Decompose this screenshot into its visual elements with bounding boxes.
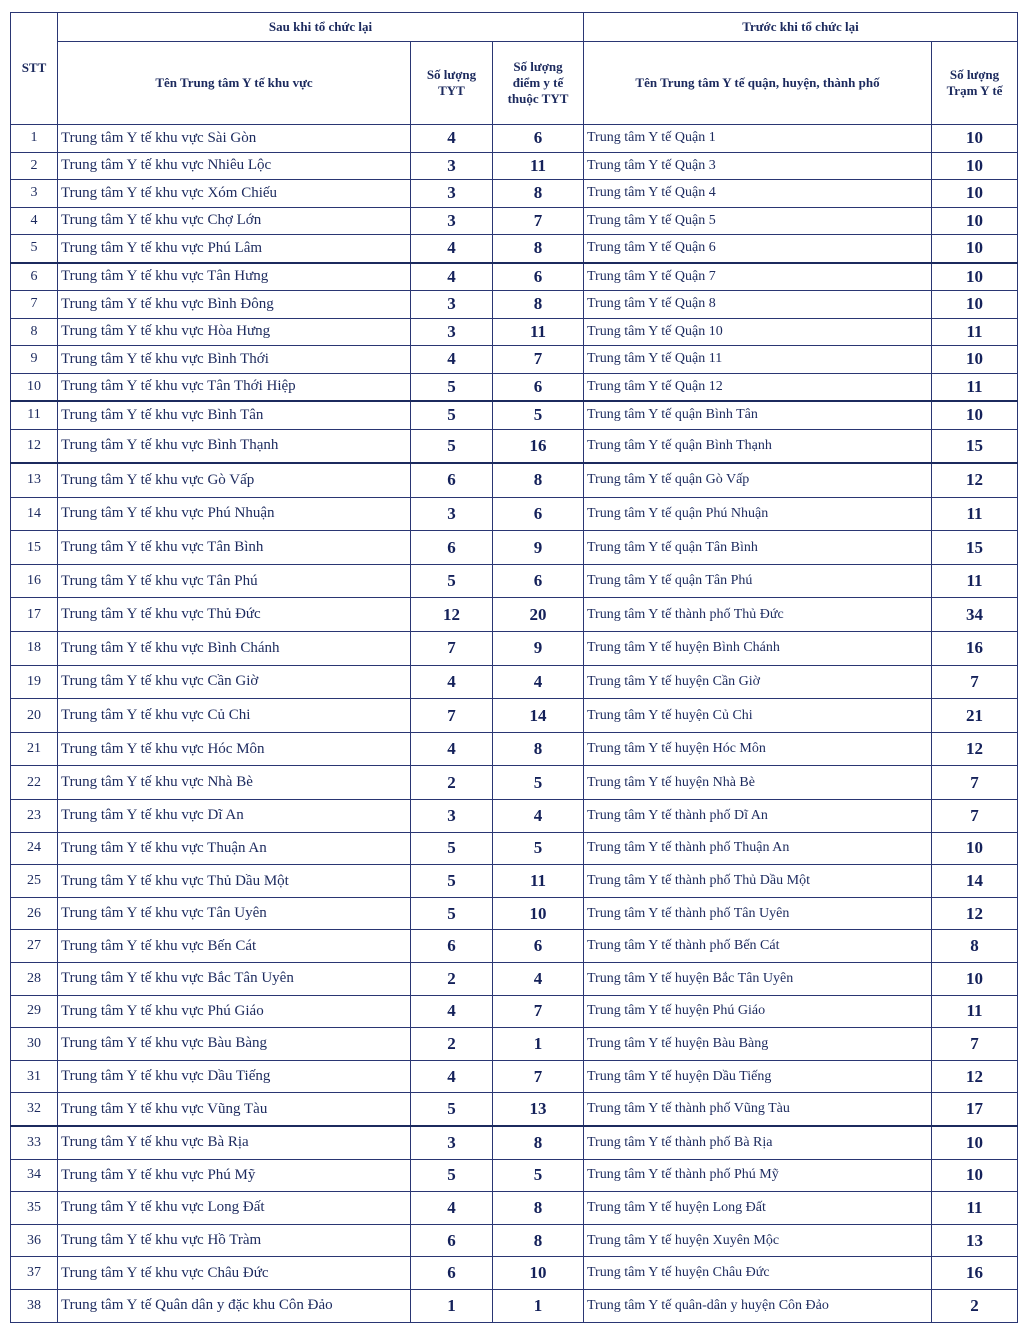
points-count-cell: 8	[493, 463, 584, 497]
before-name-cell: Trung tâm Y tế thành phố Bến Cát	[584, 930, 932, 963]
after-name-cell: Trung tâm Y tế khu vực Bình Đông	[58, 291, 411, 319]
table-row	[11, 564, 1018, 598]
before-count-cell: 16	[932, 632, 1018, 666]
stt-cell: 17	[11, 598, 58, 632]
before-name-cell: Trung tâm Y tế thành phố Tân Uyên	[584, 897, 932, 930]
before-name-cell: Trung tâm Y tế huyện Phú Giáo	[584, 995, 932, 1028]
table-row	[11, 318, 1018, 346]
before-count-cell: 17	[932, 1093, 1018, 1126]
tyt-count-cell: 6	[411, 1224, 493, 1257]
before-count-cell: 10	[932, 152, 1018, 180]
after-name-cell: Trung tâm Y tế khu vực Bình Thới	[58, 346, 411, 374]
points-count-cell: 11	[493, 318, 584, 346]
points-count-cell: 6	[493, 373, 584, 401]
tyt-count-cell: 4	[411, 1192, 493, 1225]
points-count-cell: 11	[493, 865, 584, 898]
before-name-cell: Trung tâm Y tế Quận 4	[584, 180, 932, 208]
stt-cell: 10	[11, 373, 58, 401]
table-row	[11, 832, 1018, 865]
stt-cell: 31	[11, 1060, 58, 1093]
after-name-cell: Trung tâm Y tế khu vực Xóm Chiếu	[58, 180, 411, 208]
tyt-count-cell: 4	[411, 995, 493, 1028]
points-count-cell: 16	[493, 429, 584, 463]
points-count-cell: 6	[493, 564, 584, 598]
before-name-cell: Trung tâm Y tế quận Tân Bình	[584, 531, 932, 565]
after-name-cell: Trung tâm Y tế khu vực Bắc Tân Uyên	[58, 963, 411, 996]
after-name-cell: Trung tâm Y tế khu vực Hòa Hưng	[58, 318, 411, 346]
table-row	[11, 632, 1018, 666]
stt-cell: 3	[11, 180, 58, 208]
stt-cell: 15	[11, 531, 58, 565]
before-count-cell: 10	[932, 180, 1018, 208]
before-name-cell: Trung tâm Y tế thành phố Thủ Dầu Một	[584, 865, 932, 898]
after-name-cell: Trung tâm Y tế khu vực Hồ Tràm	[58, 1224, 411, 1257]
before-count-cell: 14	[932, 865, 1018, 898]
before-name-cell: Trung tâm Y tế huyện Cần Giờ	[584, 665, 932, 699]
tyt-count-cell: 6	[411, 463, 493, 497]
tyt-count-cell: 4	[411, 1060, 493, 1093]
table-row	[11, 401, 1018, 429]
points-count-cell: 20	[493, 598, 584, 632]
points-count-cell: 1	[493, 1028, 584, 1061]
tyt-count-cell: 4	[411, 263, 493, 291]
after-name-cell: Trung tâm Y tế khu vực Thủ Dầu Một	[58, 865, 411, 898]
points-count-cell: 14	[493, 699, 584, 733]
tyt-count-cell: 5	[411, 401, 493, 429]
points-count-cell: 10	[493, 897, 584, 930]
points-count-cell: 7	[493, 995, 584, 1028]
tyt-count-cell: 3	[411, 800, 493, 833]
after-name-cell: Trung tâm Y tế khu vực Dĩ An	[58, 800, 411, 833]
before-name-cell: Trung tâm Y tế quân-dân y huyện Côn Đảo	[584, 1289, 932, 1322]
before-count-cell: 10	[932, 346, 1018, 374]
points-count-cell: 7	[493, 346, 584, 374]
table-row	[11, 963, 1018, 996]
table-row	[11, 766, 1018, 800]
stt-cell: 9	[11, 346, 58, 374]
before-name-cell: Trung tâm Y tế thành phố Phú Mỹ	[584, 1159, 932, 1192]
before-name-cell: Trung tâm Y tế thành phố Vũng Tàu	[584, 1093, 932, 1126]
tyt-count-cell: 3	[411, 291, 493, 319]
table-row	[11, 152, 1018, 180]
after-name-header: Tên Trung tâm Y tế khu vực	[58, 42, 411, 125]
after-name-cell: Trung tâm Y tế khu vực Phú Nhuận	[58, 497, 411, 531]
points-count-cell: 1	[493, 1289, 584, 1322]
table-row	[11, 865, 1018, 898]
points-count-cell: 9	[493, 531, 584, 565]
stt-cell: 24	[11, 832, 58, 865]
before-name-cell: Trung tâm Y tế Quận 3	[584, 152, 932, 180]
stt-cell: 28	[11, 963, 58, 996]
after-name-cell: Trung tâm Y tế khu vực Chợ Lớn	[58, 207, 411, 235]
before-name-cell: Trung tâm Y tế thành phố Thủ Đức	[584, 598, 932, 632]
before-name-cell: Trung tâm Y tế quận Bình Thạnh	[584, 429, 932, 463]
before-count-cell: 13	[932, 1224, 1018, 1257]
tyt-count-cell: 5	[411, 1093, 493, 1126]
table-row	[11, 291, 1018, 319]
before-name-cell: Trung tâm Y tế huyện Xuyên Mộc	[584, 1224, 932, 1257]
before-name-cell: Trung tâm Y tế huyện Châu Đức	[584, 1257, 932, 1290]
before-name-cell: Trung tâm Y tế Quận 12	[584, 373, 932, 401]
stt-cell: 30	[11, 1028, 58, 1061]
after-name-cell: Trung tâm Y tế khu vực Cần Giờ	[58, 665, 411, 699]
tyt-count-cell: 5	[411, 1159, 493, 1192]
points-count-cell: 4	[493, 800, 584, 833]
table-row	[11, 1028, 1018, 1061]
points-count-cell: 7	[493, 207, 584, 235]
after-name-cell: Trung tâm Y tế khu vực Dầu Tiếng	[58, 1060, 411, 1093]
table-row	[11, 930, 1018, 963]
stt-cell: 26	[11, 897, 58, 930]
stt-cell: 11	[11, 401, 58, 429]
after-name-cell: Trung tâm Y tế khu vực Phú Lâm	[58, 235, 411, 263]
before-count-cell: 11	[932, 564, 1018, 598]
before-count-cell: 7	[932, 665, 1018, 699]
header-row-group	[11, 13, 1018, 42]
tyt-count-cell: 4	[411, 125, 493, 153]
tyt-count-cell: 6	[411, 1257, 493, 1290]
before-count-cell: 10	[932, 1159, 1018, 1192]
stt-cell: 22	[11, 766, 58, 800]
before-name-cell: Trung tâm Y tế Quận 7	[584, 263, 932, 291]
before-count-cell: 11	[932, 1192, 1018, 1225]
health-center-table	[10, 12, 1018, 1323]
after-name-cell: Trung tâm Y tế khu vực Gò Vấp	[58, 463, 411, 497]
before-name-cell: Trung tâm Y tế huyện Dầu Tiếng	[584, 1060, 932, 1093]
points-count-cell: 5	[493, 401, 584, 429]
after-name-cell: Trung tâm Y tế khu vực Tân Bình	[58, 531, 411, 565]
tyt-count-cell: 1	[411, 1289, 493, 1322]
before-name-cell: Trung tâm Y tế huyện Long Đất	[584, 1192, 932, 1225]
tyt-count-cell: 3	[411, 1126, 493, 1159]
table-row	[11, 598, 1018, 632]
stt-cell: 2	[11, 152, 58, 180]
points-count-cell: 6	[493, 125, 584, 153]
stt-cell: 38	[11, 1289, 58, 1322]
points-count-cell: 4	[493, 963, 584, 996]
before-name-cell: Trung tâm Y tế thành phố Bà Rịa	[584, 1126, 932, 1159]
points-count-cell: 4	[493, 665, 584, 699]
after-name-cell: Trung tâm Y tế khu vực Tân Thới Hiệp	[58, 373, 411, 401]
table-row	[11, 125, 1018, 153]
stt-cell: 27	[11, 930, 58, 963]
after-name-cell: Trung tâm Y tế khu vực Tân Hưng	[58, 263, 411, 291]
after-name-cell: Trung tâm Y tế khu vực Sài Gòn	[58, 125, 411, 153]
before-count-cell: 21	[932, 699, 1018, 733]
points-count-cell: 8	[493, 235, 584, 263]
stt-cell: 4	[11, 207, 58, 235]
before-count-cell: 7	[932, 766, 1018, 800]
stt-cell: 20	[11, 699, 58, 733]
table-row	[11, 235, 1018, 263]
table-row	[11, 1224, 1018, 1257]
after-name-cell: Trung tâm Y tế khu vực Tân Phú	[58, 564, 411, 598]
before-name-cell: Trung tâm Y tế huyện Hóc Môn	[584, 732, 932, 766]
before-name-cell: Trung tâm Y tế Quận 5	[584, 207, 932, 235]
before-count-cell: 12	[932, 1060, 1018, 1093]
tyt-count-cell: 5	[411, 865, 493, 898]
before-count-cell: 11	[932, 373, 1018, 401]
before-name-cell: Trung tâm Y tế Quận 1	[584, 125, 932, 153]
after-name-cell: Trung tâm Y tế khu vực Thuận An	[58, 832, 411, 865]
tyt-count-cell: 4	[411, 732, 493, 766]
tyt-count-cell: 3	[411, 152, 493, 180]
before-count-cell: 11	[932, 995, 1018, 1028]
tyt-count-cell: 7	[411, 632, 493, 666]
after-name-cell: Trung tâm Y tế khu vực Tân Uyên	[58, 897, 411, 930]
after-name-cell: Trung tâm Y tế khu vực Bà Rịa	[58, 1126, 411, 1159]
before-name-cell: Trung tâm Y tế Quận 8	[584, 291, 932, 319]
table-row	[11, 800, 1018, 833]
tyt-count-cell: 2	[411, 766, 493, 800]
tyt-count-cell: 3	[411, 318, 493, 346]
table-row	[11, 180, 1018, 208]
before-name-cell: Trung tâm Y tế quận Tân Phú	[584, 564, 932, 598]
tyt-count-cell: 4	[411, 665, 493, 699]
after-name-cell: Trung tâm Y tế khu vực Vũng Tàu	[58, 1093, 411, 1126]
stt-cell: 32	[11, 1093, 58, 1126]
header-row-columns	[11, 42, 1018, 125]
before-name-cell: Trung tâm Y tế thành phố Dĩ An	[584, 800, 932, 833]
before-name-cell: Trung tâm Y tế quận Gò Vấp	[584, 463, 932, 497]
table-row	[11, 1093, 1018, 1126]
before-count-cell: 7	[932, 1028, 1018, 1061]
points-count-cell: 8	[493, 180, 584, 208]
stt-cell: 33	[11, 1126, 58, 1159]
after-name-cell: Trung tâm Y tế Quân dân y đặc khu Côn Đảo	[58, 1289, 411, 1322]
after-name-cell: Trung tâm Y tế khu vực Long Đất	[58, 1192, 411, 1225]
after-name-cell: Trung tâm Y tế khu vực Phú Mỹ	[58, 1159, 411, 1192]
stt-header: STT	[11, 13, 58, 125]
stt-cell: 19	[11, 665, 58, 699]
before-name-cell: Trung tâm Y tế huyện Nhà Bè	[584, 766, 932, 800]
after-name-cell: Trung tâm Y tế khu vực Thủ Đức	[58, 598, 411, 632]
table-row	[11, 207, 1018, 235]
stt-cell: 36	[11, 1224, 58, 1257]
tyt-count-cell: 5	[411, 832, 493, 865]
table-row	[11, 665, 1018, 699]
stt-cell: 12	[11, 429, 58, 463]
table-row	[11, 995, 1018, 1028]
after-name-cell: Trung tâm Y tế khu vực Bàu Bàng	[58, 1028, 411, 1061]
tyt-count-cell: 5	[411, 429, 493, 463]
tyt-count-cell: 2	[411, 963, 493, 996]
tyt-count-cell: 4	[411, 235, 493, 263]
points-count-cell: 6	[493, 497, 584, 531]
points-count-cell: 13	[493, 1093, 584, 1126]
tyt-count-cell: 5	[411, 564, 493, 598]
before-name-cell: Trung tâm Y tế Quận 10	[584, 318, 932, 346]
table-row	[11, 429, 1018, 463]
stt-cell: 35	[11, 1192, 58, 1225]
after-tyt-header: Số lượng TYT	[411, 42, 493, 125]
before-count-cell: 10	[932, 291, 1018, 319]
before-count-cell: 10	[932, 207, 1018, 235]
before-reorg-header: Trước khi tổ chức lại	[584, 13, 1018, 42]
table-row	[11, 732, 1018, 766]
stt-cell: 18	[11, 632, 58, 666]
table-body	[11, 125, 1018, 1323]
points-count-cell: 10	[493, 1257, 584, 1290]
points-count-cell: 5	[493, 766, 584, 800]
table-row	[11, 1192, 1018, 1225]
tyt-count-cell: 5	[411, 373, 493, 401]
before-name-cell: Trung tâm Y tế quận Phú Nhuận	[584, 497, 932, 531]
before-count-cell: 12	[932, 463, 1018, 497]
table-row	[11, 531, 1018, 565]
points-count-cell: 8	[493, 1192, 584, 1225]
points-count-cell: 11	[493, 152, 584, 180]
points-count-cell: 8	[493, 1224, 584, 1257]
stt-cell: 1	[11, 125, 58, 153]
stt-cell: 25	[11, 865, 58, 898]
after-name-cell: Trung tâm Y tế khu vực Hóc Môn	[58, 732, 411, 766]
stt-cell: 8	[11, 318, 58, 346]
stt-cell: 16	[11, 564, 58, 598]
before-count-cell: 10	[932, 235, 1018, 263]
before-count-cell: 10	[932, 963, 1018, 996]
stt-cell: 5	[11, 235, 58, 263]
stt-cell: 29	[11, 995, 58, 1028]
stt-cell: 37	[11, 1257, 58, 1290]
table-row	[11, 1289, 1018, 1322]
before-count-cell: 7	[932, 800, 1018, 833]
points-count-cell: 8	[493, 291, 584, 319]
stt-cell: 7	[11, 291, 58, 319]
after-name-cell: Trung tâm Y tế khu vực Bến Cát	[58, 930, 411, 963]
before-count-header: Số lượng Trạm Y tế	[932, 42, 1018, 125]
before-count-cell: 10	[932, 401, 1018, 429]
table-row	[11, 463, 1018, 497]
before-count-cell: 2	[932, 1289, 1018, 1322]
before-count-cell: 10	[932, 125, 1018, 153]
tyt-count-cell: 12	[411, 598, 493, 632]
points-count-cell: 6	[493, 263, 584, 291]
before-count-cell: 10	[932, 263, 1018, 291]
before-name-cell: Trung tâm Y tế Quận 11	[584, 346, 932, 374]
stt-cell: 21	[11, 732, 58, 766]
after-name-cell: Trung tâm Y tế khu vực Bình Tân	[58, 401, 411, 429]
points-count-cell: 5	[493, 1159, 584, 1192]
tyt-count-cell: 4	[411, 346, 493, 374]
points-count-cell: 5	[493, 832, 584, 865]
after-reorg-header: Sau khi tổ chức lại	[58, 13, 584, 42]
before-count-cell: 12	[932, 897, 1018, 930]
table-row	[11, 699, 1018, 733]
before-name-cell: Trung tâm Y tế thành phố Thuận An	[584, 832, 932, 865]
after-name-cell: Trung tâm Y tế khu vực Củ Chi	[58, 699, 411, 733]
after-name-cell: Trung tâm Y tế khu vực Nhiêu Lộc	[58, 152, 411, 180]
stt-cell: 14	[11, 497, 58, 531]
table-row	[11, 346, 1018, 374]
stt-cell: 34	[11, 1159, 58, 1192]
stt-cell: 23	[11, 800, 58, 833]
points-count-cell: 8	[493, 732, 584, 766]
tyt-count-cell: 6	[411, 531, 493, 565]
after-name-cell: Trung tâm Y tế khu vực Nhà Bè	[58, 766, 411, 800]
tyt-count-cell: 2	[411, 1028, 493, 1061]
before-name-cell: Trung tâm Y tế huyện Bắc Tân Uyên	[584, 963, 932, 996]
tyt-count-cell: 3	[411, 207, 493, 235]
table-row	[11, 897, 1018, 930]
tyt-count-cell: 7	[411, 699, 493, 733]
document-page	[10, 12, 1018, 1323]
points-count-cell: 6	[493, 930, 584, 963]
before-count-cell: 16	[932, 1257, 1018, 1290]
table-row	[11, 1060, 1018, 1093]
tyt-count-cell: 5	[411, 897, 493, 930]
before-count-cell: 11	[932, 497, 1018, 531]
points-count-cell: 9	[493, 632, 584, 666]
table-row	[11, 497, 1018, 531]
after-name-cell: Trung tâm Y tế khu vực Phú Giáo	[58, 995, 411, 1028]
points-count-cell: 7	[493, 1060, 584, 1093]
after-points-header: Số lượng điểm y tế thuộc TYT	[493, 42, 584, 125]
before-name-cell: Trung tâm Y tế Quận 6	[584, 235, 932, 263]
table-row	[11, 373, 1018, 401]
before-name-header: Tên Trung tâm Y tế quận, huyện, thành phố	[584, 42, 932, 125]
after-name-cell: Trung tâm Y tế khu vực Bình Chánh	[58, 632, 411, 666]
stt-cell: 6	[11, 263, 58, 291]
after-name-cell: Trung tâm Y tế khu vực Bình Thạnh	[58, 429, 411, 463]
table-row	[11, 1257, 1018, 1290]
after-name-cell: Trung tâm Y tế khu vực Châu Đức	[58, 1257, 411, 1290]
before-name-cell: Trung tâm Y tế quận Bình Tân	[584, 401, 932, 429]
stt-cell: 13	[11, 463, 58, 497]
table-row	[11, 1126, 1018, 1159]
tyt-count-cell: 6	[411, 930, 493, 963]
tyt-count-cell: 3	[411, 497, 493, 531]
table-row	[11, 263, 1018, 291]
before-count-cell: 11	[932, 318, 1018, 346]
before-name-cell: Trung tâm Y tế huyện Bàu Bàng	[584, 1028, 932, 1061]
before-count-cell: 34	[932, 598, 1018, 632]
points-count-cell: 8	[493, 1126, 584, 1159]
table-row	[11, 1159, 1018, 1192]
tyt-count-cell: 3	[411, 180, 493, 208]
before-count-cell: 12	[932, 732, 1018, 766]
before-count-cell: 10	[932, 1126, 1018, 1159]
before-count-cell: 15	[932, 531, 1018, 565]
before-name-cell: Trung tâm Y tế huyện Củ Chi	[584, 699, 932, 733]
before-name-cell: Trung tâm Y tế huyện Bình Chánh	[584, 632, 932, 666]
before-count-cell: 10	[932, 832, 1018, 865]
before-count-cell: 15	[932, 429, 1018, 463]
before-count-cell: 8	[932, 930, 1018, 963]
